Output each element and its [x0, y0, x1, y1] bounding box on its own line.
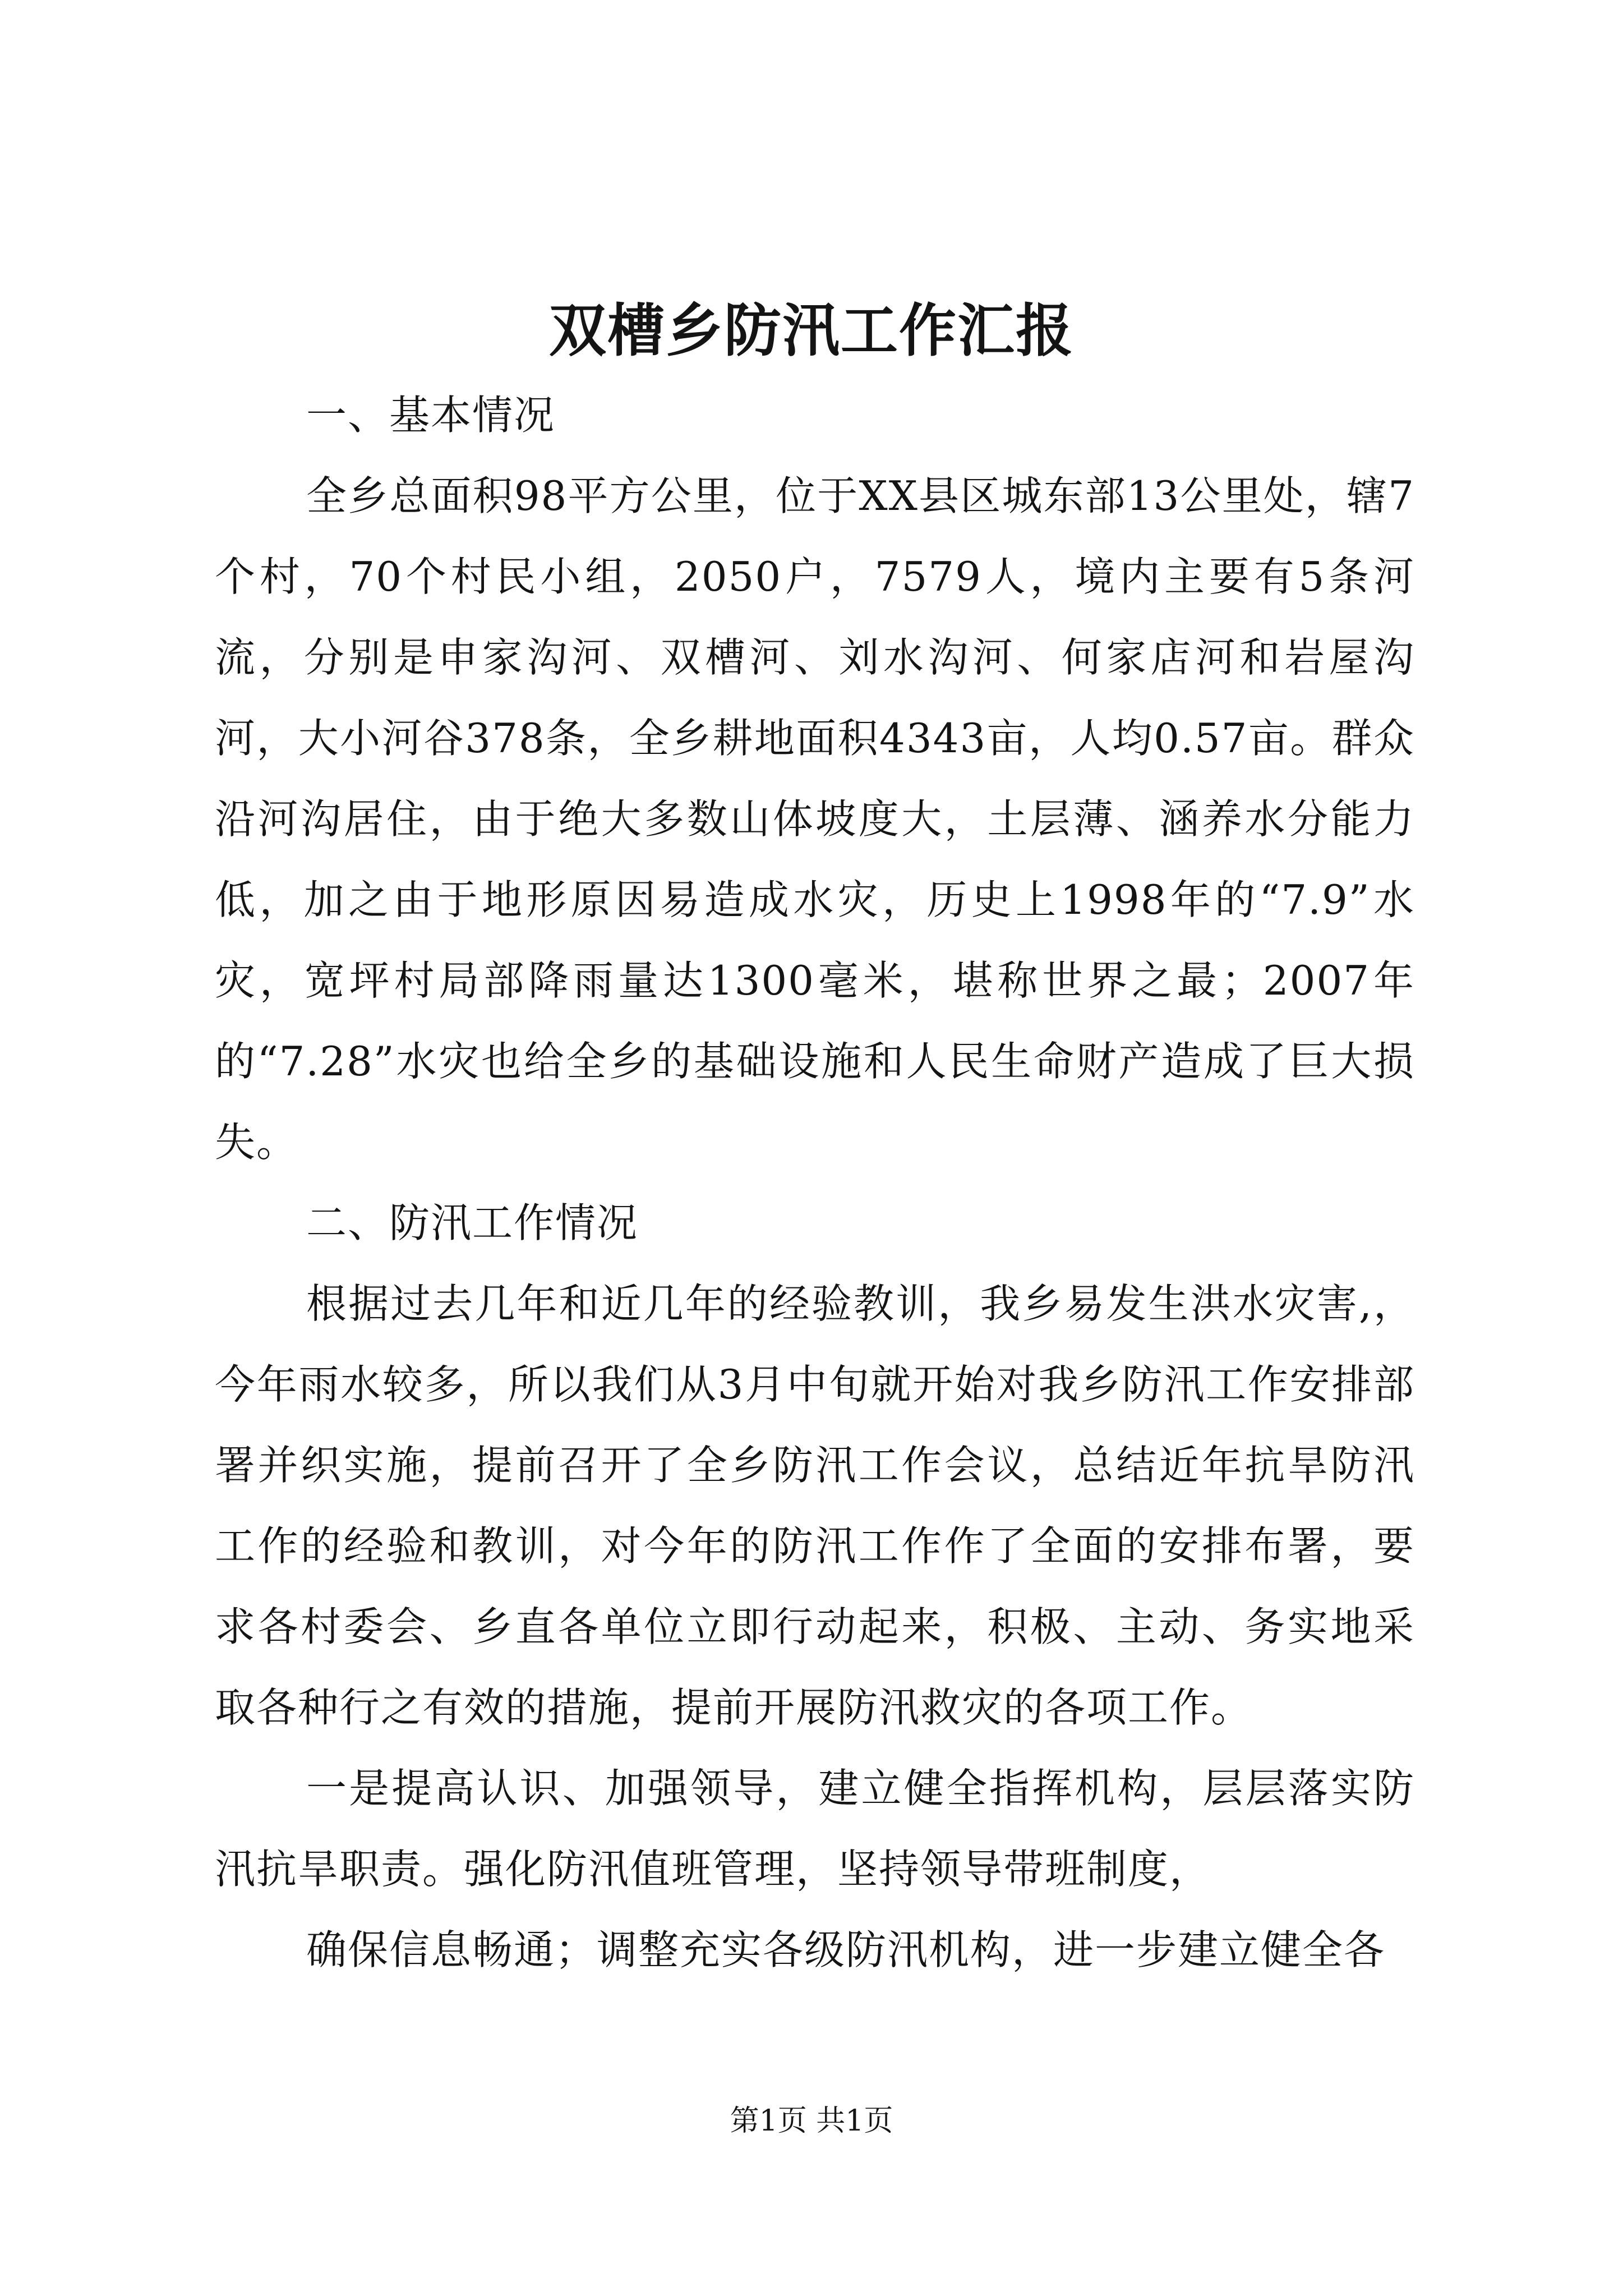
- document-body: [215, 375, 1415, 1990]
- section-heading-flood-work: 二、防汛工作情况: [306, 1199, 639, 1246]
- page-footer: 第1页 共1页: [730, 2104, 893, 2138]
- paragraph-basic-situation: 全乡总面积98平方公里，位于XX县区城东部13公里处，辖7个村，70个村民小组，2050户，7579人，境内主要有5条河流，分别是申家沟河、双槽河、刘水沟河、何家店河和岩屋沟河，大小河谷378条，全乡耕地面积4343亩，人均0.57亩。群众沿河沟居住，由于绝大多数山体坡度大，土层薄、涵养水分能力低，加之由于地形原因易造成水灾，历史上1998年的“7.9”水灾，宽坪村局部降雨量达1300毫米，堪称世界之最；2007年的“7.28”水灾也给全乡的基础设施和人民生命财产造成了巨大损失。: [215, 472, 1415, 1166]
- paragraph-point-one: 一是提高认识、加强领导，建立健全指挥机构，层层落实防汛抗旱职责。强化防汛值班管理，坚持领导带班制度，: [215, 1765, 1415, 1893]
- paragraph-flood-work: 根据过去几年和近几年的经验教训，我乡易发生洪水灾害,，今年雨水较多，所以我们从3月中旬就开始对我乡防汛工作安排部署并织实施，提前召开了全乡防汛工作会议，总结近年抗旱防汛工作的经验和教训，对今年的防汛工作作了全面的安排布署，要求各村委会、乡直各单位立即行动起来，积极、主动、务实地采取各种行之有效的措施，提前开展防汛救灾的各项工作。: [215, 1280, 1415, 1731]
- section-heading-basic-situation: 一、基本情况: [306, 392, 556, 439]
- paragraph-continuation: 确保信息畅通；调整充实各级防汛机构，进一步建立健全各: [306, 1926, 1386, 1973]
- document-title: 双槽乡防汛工作汇报: [549, 297, 1074, 365]
